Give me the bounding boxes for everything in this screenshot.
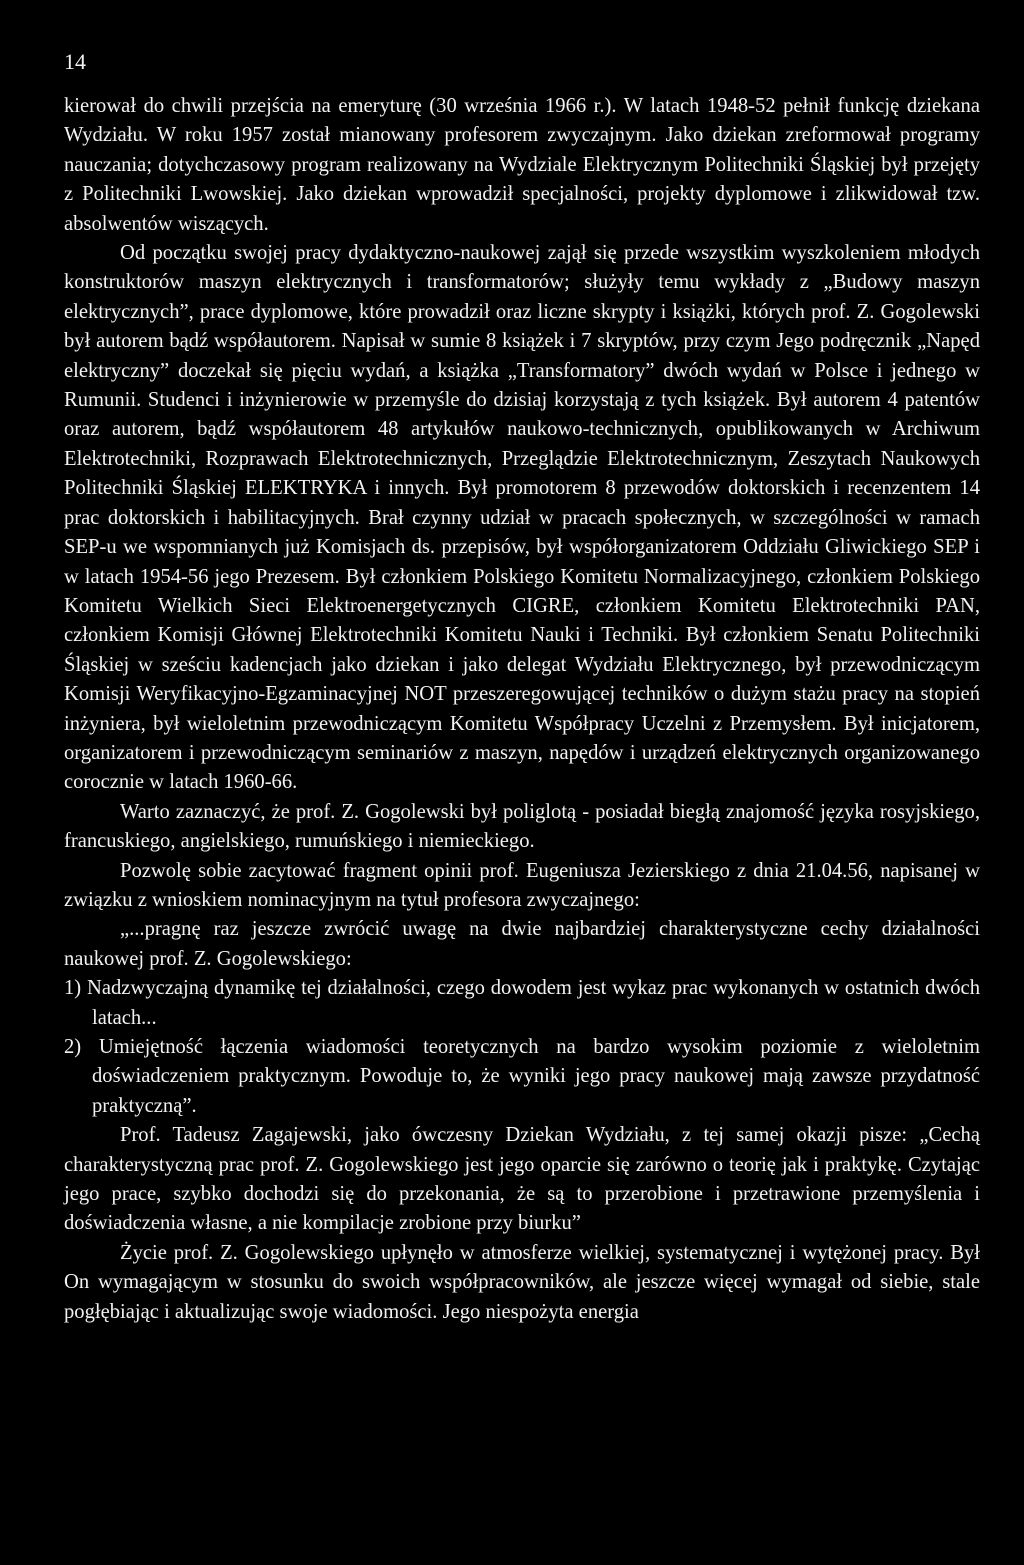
- quote-list-item-2: 2) Umiejętność łączenia wiadomości teoretycznych na bardzo wysokim poziomie z wieloletnim doświadczeniem praktycznym. Powoduje to, że wyniki jego pracy naukowej mają zawsze przydatność praktyczną”.: [64, 1036, 980, 1117]
- paragraph-quote-start: „...pragnę raz jeszcze zwrócić uwagę na dwie najbardziej charakterystyczne cechy działalności naukowej prof. Z. Gogolewskiego:: [64, 918, 980, 970]
- quote-list-item-1: 1) Nadzwyczajną dynamikę tej działalności, czego dowodem jest wykaz prac wykonanych w ostatnich dwóch latach...: [64, 977, 980, 1029]
- page-number: 14: [64, 49, 86, 74]
- body-text: [64, 92, 980, 1327]
- paragraph-quote-intro: Pozwolę sobie zacytować fragment opinii prof. Eugeniusza Jezierskiego z dnia 21.04.56, napisanej w związku z wnioskiem nominacyjnym na tytuł profesora zwyczajnego:: [64, 859, 980, 911]
- paragraph-career: kierował do chwili przejścia na emeryturę (30 września 1966 r.). W latach 1948-52 pełnił funkcję dziekana Wydziału. W roku 1957 został mianowany profesorem zwyczajnym. Jako dziekan zreformował programy nauczania; dotychczasowy program realizowany na Wydziale Elektrycznym Politechniki Śląskiej był przejęty z Politechniki Lwowskiej. Jako dziekan wprowadził specjalności, projekty dyplomowe i zlikwidował tzw. absolwentów wiszących.: [64, 95, 980, 235]
- paragraph-zagajewski-quote: Prof. Tadeusz Zagajewski, jako ówczesny Dziekan Wydziału, z tej samej okazji pisze: „Cechą charakterystyczną prac prof. Z. Gogolewskiego jest jego oparcie się zarówno o teorię jak i praktykę. Czytając jego prace, szybko dochodzi się do przekonania, że są to przerobione i przetrawione przemyślenia i doświadczenia własne, a nie kompilacje zrobione przy biurku”: [64, 1124, 980, 1235]
- paragraph-life: Życie prof. Z. Gogolewskiego upłynęło w atmosferze wielkiej, systematycznej i wytężonej pracy. Był On wymagającym w stosunku do swoich współpracowników, ale jeszcze więcej wymagał od siebie, stale pogłębiając i aktualizując swoje wiadomości. Jego niespożyta energia: [64, 1241, 980, 1323]
- paragraph-languages: Warto zaznaczyć, że prof. Z. Gogolewski był poliglotą - posiadał biegłą znajomość języka rosyjskiego, francuskiego, angielskiego, rumuńskiego i niemieckiego.: [64, 800, 980, 853]
- paragraph-achievements: Od początku swojej pracy dydaktyczno-naukowej zajął się przede wszystkim wyszkoleniem młodych konstruktorów maszyn elektrycznych i transformatorów; służyły temu wykłady z „Budowy maszyn elektrycznych”, prace dyplomowe, które prowadził oraz liczne skrypty i książki, których prof. Z. Gogolewski był autorem bądź współautorem. Napisał w sumie 8 książek i 7 skryptów, przy czym Jego podręcznik „Napęd elektryczny” doczekał się pięciu wydań, a książka „Transformatory” dwóch wydań w Polsce i jednego w Rumunii. Studenci i inżynierowie w przemyśle do dzisiaj korzystają z tych książek. Był autorem 4 patentów oraz autorem, bądź współautorem 48 artykułów naukowo-technicznych, opublikowanych w Archiwum Elektrotechniki, Rozprawach Elektrotechnicznych, Przeglądzie Elektrotechnicznym, Zeszytach Naukowych Politechniki Śląskiej ELEKTRYKA i innych. Był promotorem 8 przewodów doktorskich i recenzentem 14 prac doktorskich i habilitacyjnych. Brał czynny udział w pracach społecznych, w szczególności w ramach SEP-u we wspomnianych już Komisjach ds. przepisów, był współorganizatorem Oddziału Gliwickiego SEP i w latach 1954-56 jego Prezesem. Był członkiem Polskiego Komitetu Normalizacyjnego, członkiem Polskiego Komitetu Wielkich Sieci Elektroenergetycznych CIGRE, członkiem Komitetu Elektrotechniki PAN, członkiem Komisji Głównej Elektrotechniki Komitetu Nauki i Techniki. Był członkiem Senatu Politechniki Śląskiej w sześciu kadencjach jako dziekan i jako delegat Wydziału Elektrycznego, był przewodniczącym Komisji Weryfikacyjno-Egzaminacyjnej NOT przeszeregowującej techników o dużym stażu pracy na stopień inżyniera, był wieloletnim przewodniczącym Komitetu Współpracy Uczelni z Przemysłem. Był inicjatorem, organizatorem i przewodniczącym seminariów z maszyn, napędów i urządzeń elektrycznych organizowanego corocznie w latach 1960-66.: [64, 242, 980, 794]
